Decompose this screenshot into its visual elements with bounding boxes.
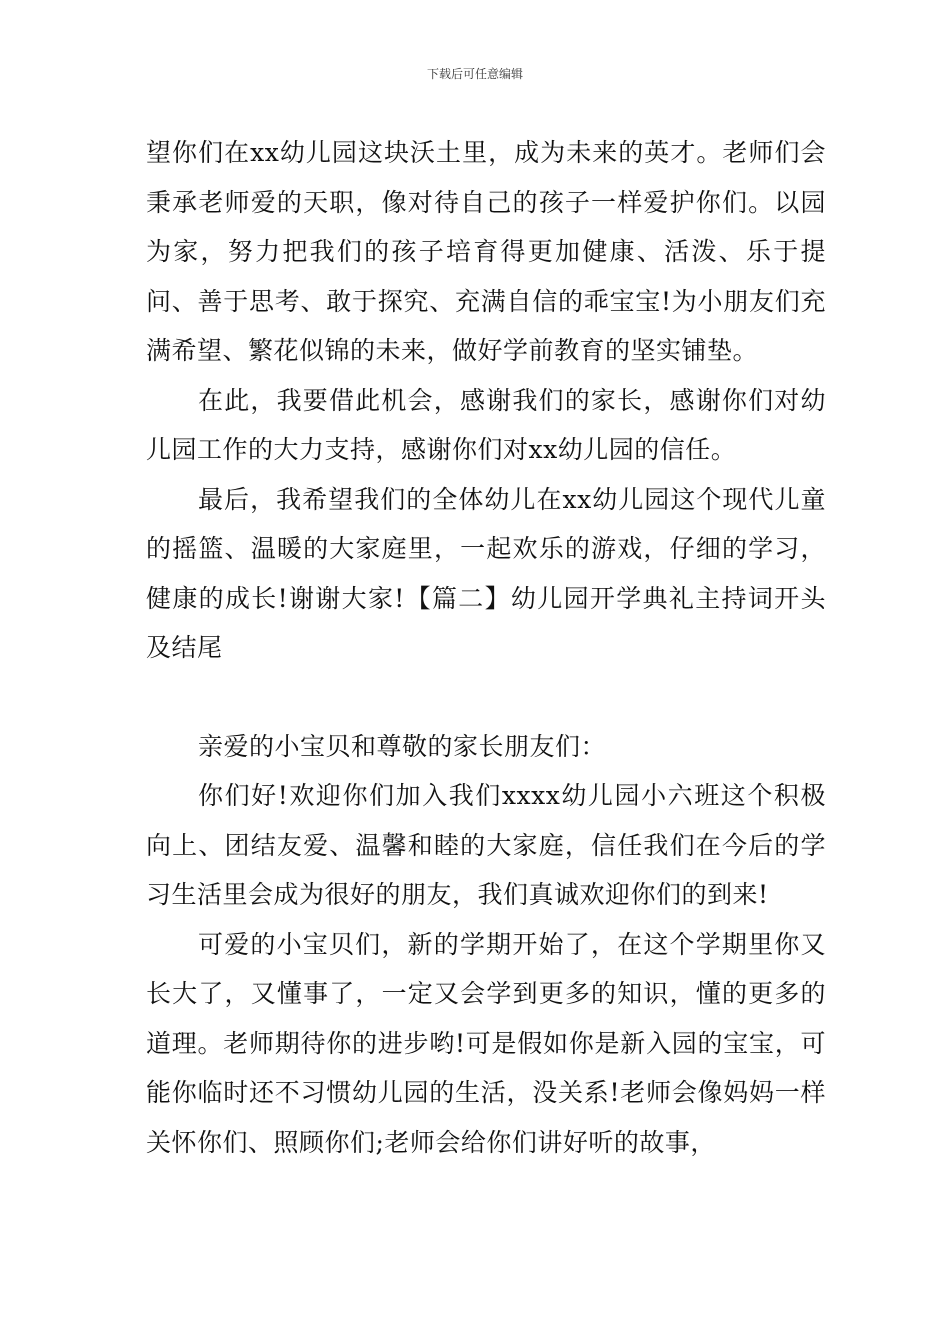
page-header-note: 下载后可任意编辑	[426, 67, 523, 81]
paragraph-salutation: 亲爱的小宝贝和尊敬的家长朋友们：	[198, 731, 607, 761]
paragraph-welcome: 你们好!欢迎你们加入我们xxxx幼儿园小六班这个积极向上、团结友爱、温馨和睦的大家庭，信任我们在今后的学习生活里会成为很好的朋友，我们真诚欢迎你们的到来!	[146, 781, 826, 909]
paragraph-continuation: 望你们在xx幼儿园这块沃土里，成为未来的英才。老师们会秉承老师爱的天职，像对待自己的孩子一样爱护你们。以园为家，努力把我们的孩子培育得更加健康、活泼、乐于提问、善于思考、敢于探究、充满自信的乖宝宝!为小朋友们充满希望、繁花似锦的未来，做好学前教育的坚实铺垫。	[146, 138, 826, 365]
paragraph-new-semester: 可爱的小宝贝们，新的学期开始了，在这个学期里你又长大了，又懂事了，一定又会学到更多的知识，懂的更多的道理。老师期待你的进步哟!可是假如你是新入园的宝宝，可能你临时还不习惯幼儿园的生活，没关系!老师会像妈妈一样关怀你们、照顾你们;老师会给你们讲好听的故事，	[146, 929, 826, 1157]
paragraph-spacer	[146, 673, 826, 722]
paragraph-closing-wish: 最后，我希望我们的全体幼儿在xx幼儿园这个现代儿童的摇篮、温暖的大家庭里，一起欢乐的游戏，仔细的学习，健康的成长!谢谢大家!【篇二】幼儿园开学典礼主持词开头及结尾	[146, 484, 826, 662]
document-body	[146, 128, 826, 1167]
paragraph-thanks-parents: 在此，我要借此机会，感谢我们的家长，感谢你们对幼儿园工作的大力支持，感谢你们对xx幼儿园的信任。	[146, 385, 826, 464]
